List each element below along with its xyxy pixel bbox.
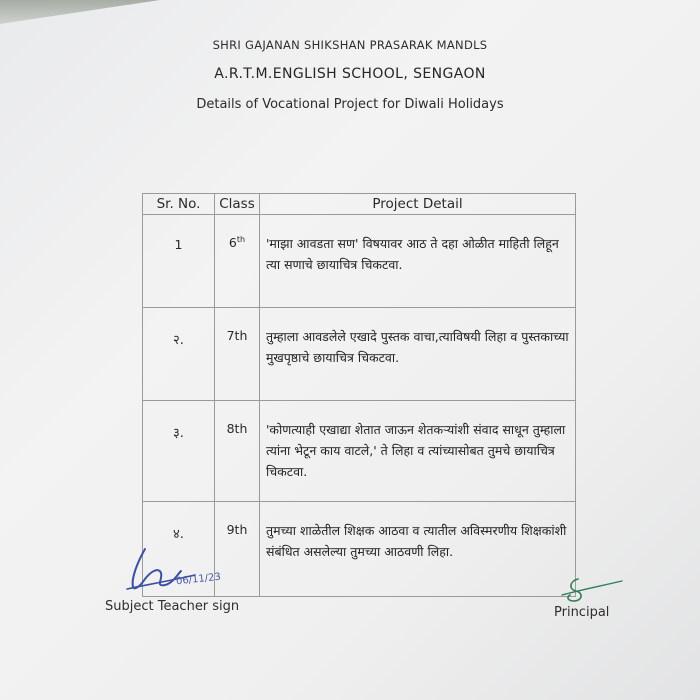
teacher-sign-label: Subject Teacher sign xyxy=(105,599,240,614)
photo-shadow xyxy=(0,0,160,40)
project-detail-cell: तुमच्या शाळेतील शिक्षक आठवा व त्यातील अविस्मरणीय शिक्षकांशी संबंधित असलेल्या तुमच्या आठवणी लिहा. xyxy=(260,502,576,597)
sr-no-cell: २. xyxy=(143,308,215,401)
class-cell: 7th xyxy=(215,308,260,401)
column-header-detail: Project Detail xyxy=(260,194,576,215)
table-row xyxy=(143,401,576,502)
class-cell xyxy=(215,215,260,308)
document-title: Details of Vocational Project for Diwali Holidays xyxy=(196,97,504,112)
sr-no-cell: 1 xyxy=(143,215,215,308)
sr-no-cell: ४. xyxy=(143,502,215,597)
principal-label: Principal xyxy=(554,605,610,620)
table-row xyxy=(143,215,576,308)
school-name: A.R.T.M.ENGLISH SCHOOL, SENGAON xyxy=(214,66,486,82)
table-row xyxy=(143,308,576,401)
teacher-sign-date: 06/11/23 xyxy=(175,571,222,588)
sr-no-cell: ३. xyxy=(143,401,215,502)
project-detail-cell: 'माझा आवडता सण' विषयावर आठ ते दहा ओळीत माहिती लिहून त्या सणाचे छायाचित्र चिकटवा. xyxy=(260,215,576,308)
society-name: SHRI GAJANAN SHIKSHAN PRASARAK MANDLS xyxy=(212,38,488,52)
teacher-signature xyxy=(125,545,215,595)
class-cell: 8th xyxy=(215,401,260,502)
project-detail-cell: तुम्हाला आवडलेले एखादे पुस्तक वाचा,त्याविषयी लिहा व पुस्तकाच्या मुखपृष्ठाचे छायाचित्र चिकटवा. xyxy=(260,308,576,401)
class-number: 6 xyxy=(228,235,237,251)
column-header-class: Class xyxy=(215,194,260,215)
class-cell: 9th xyxy=(215,502,260,597)
column-header-srno: Sr. No. xyxy=(143,194,215,215)
class-suffix: th xyxy=(236,235,246,244)
project-detail-cell: 'कोणत्याही एखाद्या शेतात जाऊन शेतकऱ्यांशी संवाद साधून तुम्हाला त्यांना भेटून काय वाटले,' ते लिहा व त्यांच्यासोबत तुमचे छायाचित्र चिकटवा. xyxy=(260,401,576,502)
project-table xyxy=(142,193,576,597)
table-header-row xyxy=(143,194,576,215)
